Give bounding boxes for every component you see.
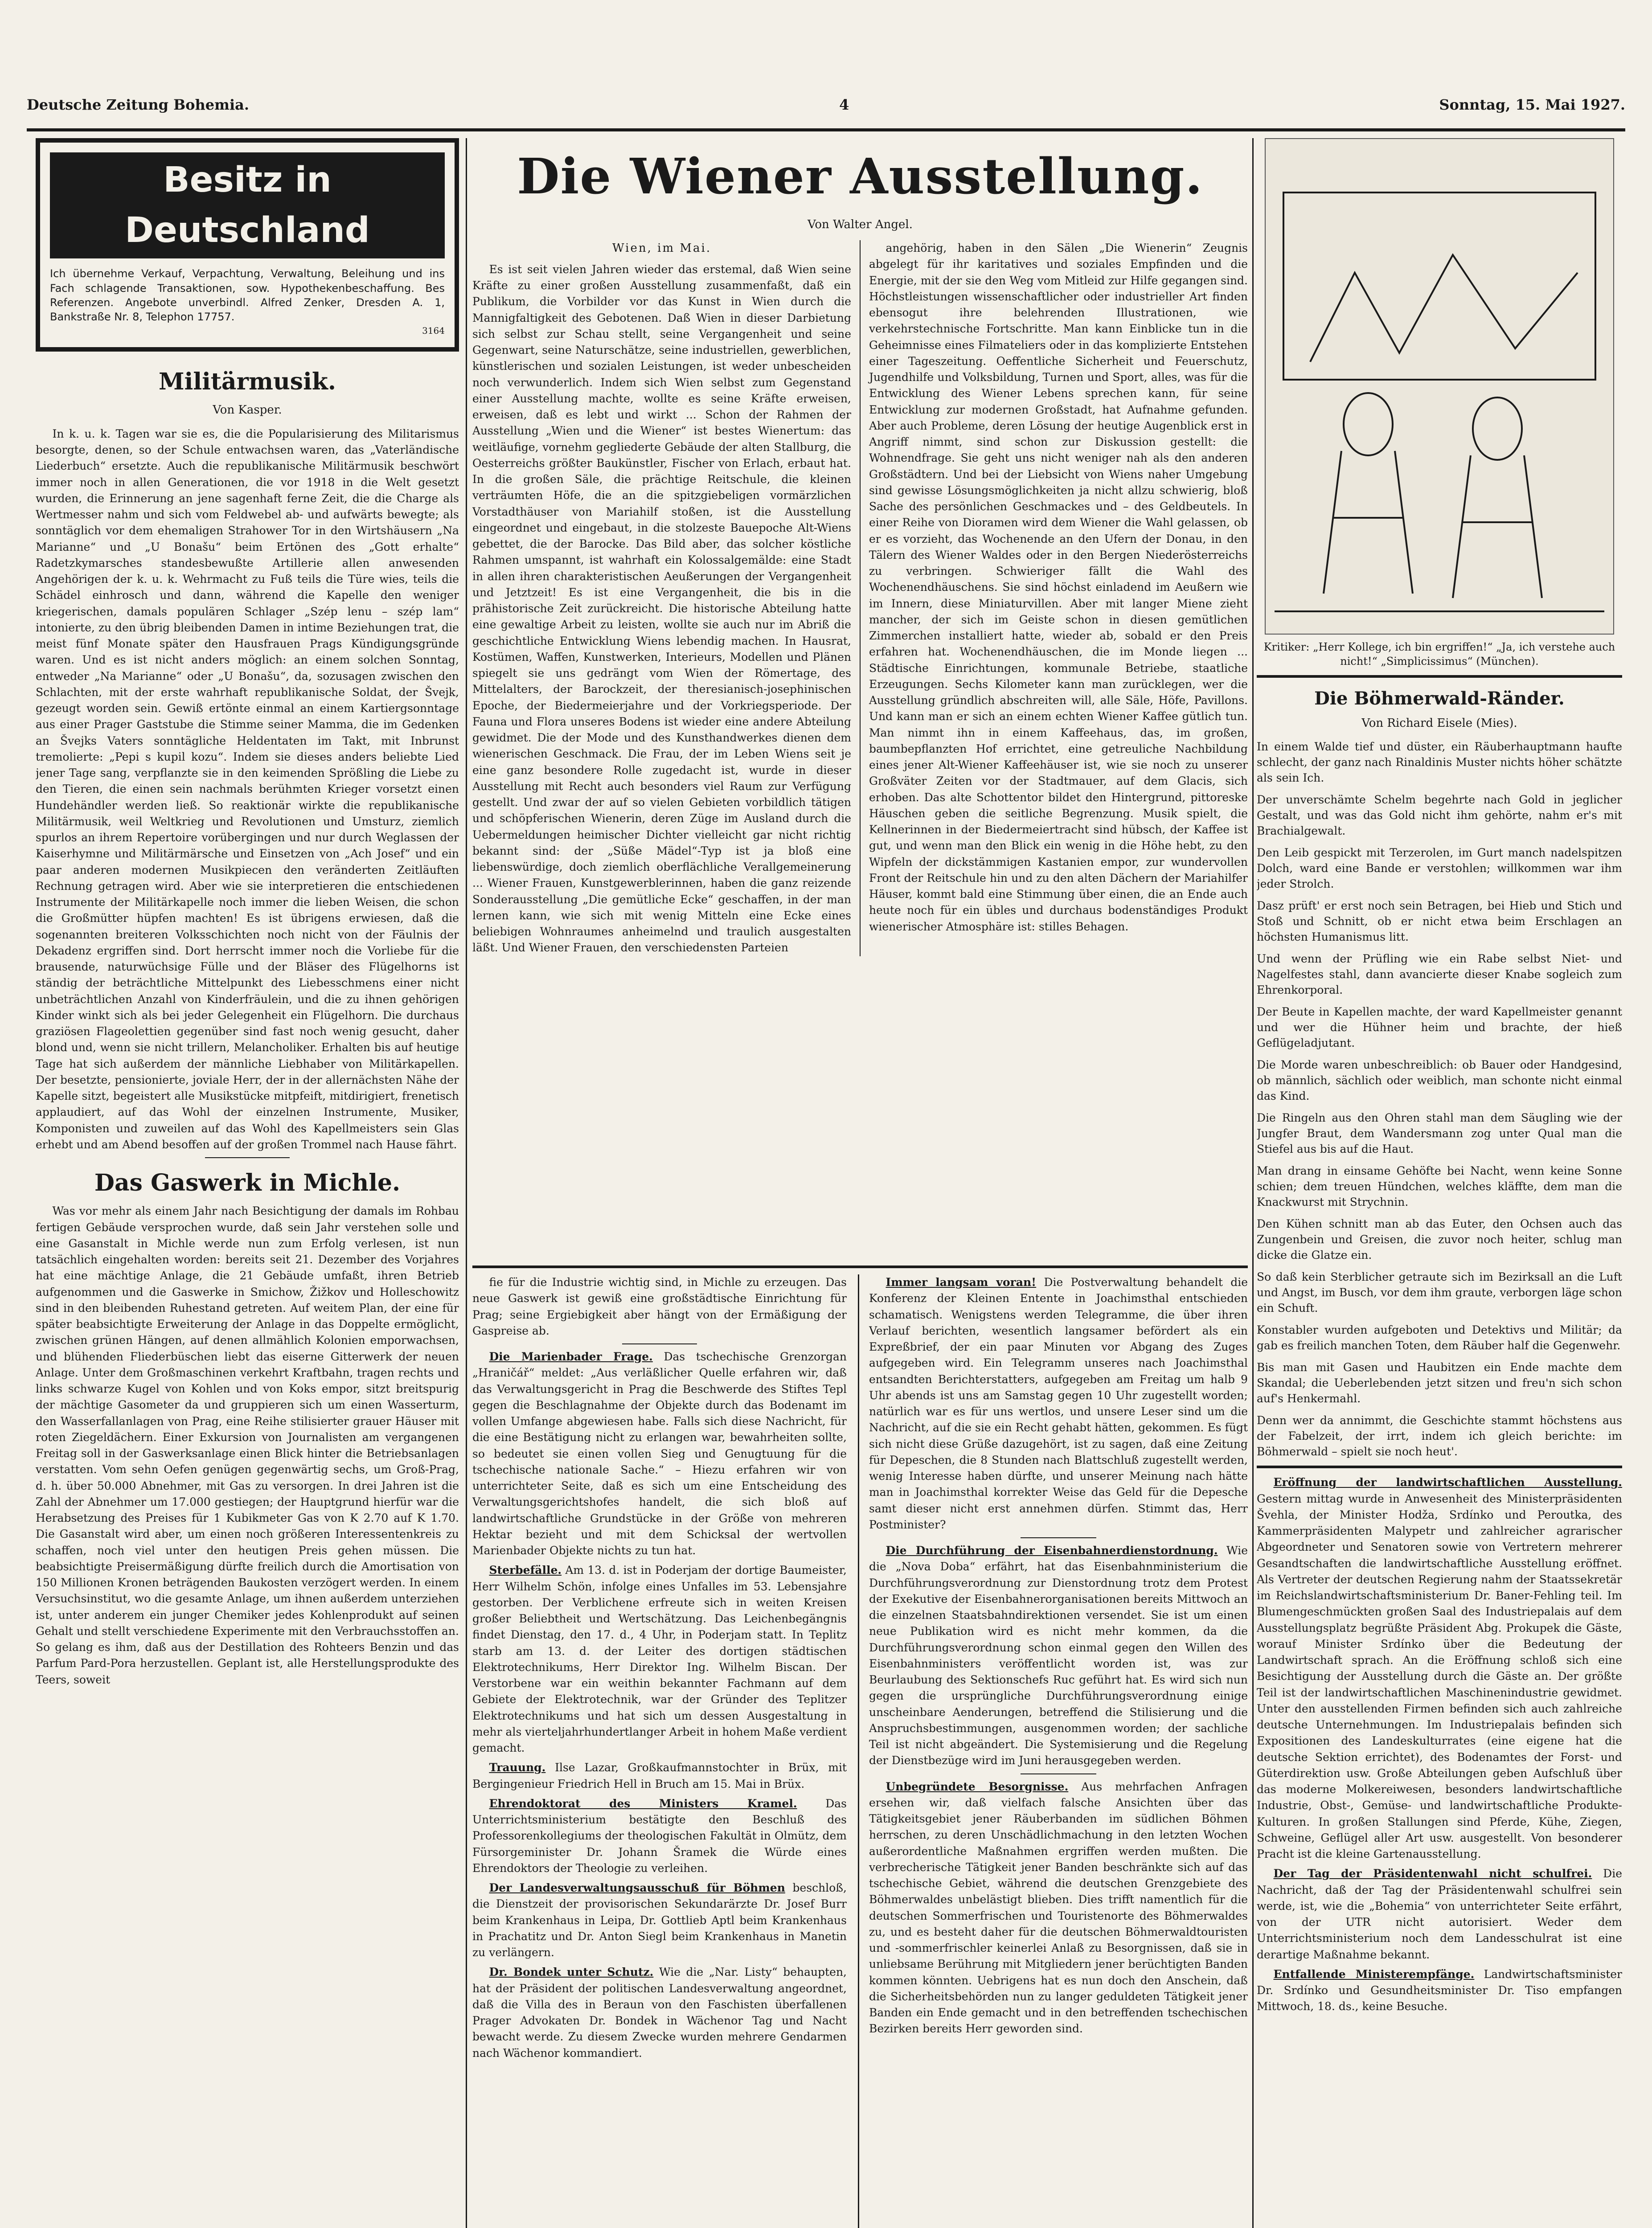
- feature-bottom-rule: [472, 1266, 1248, 1268]
- poem-byline: Von Richard Eisele (Mies).: [1361, 716, 1517, 730]
- critic-body-2: [1453, 455, 1542, 598]
- gaswerk-continuation: fie für die Industrie wichtig sind, in Michle zu erzeugen. Das neue Gaswerk ist gewiß eine großstädtische Einrichtung für Prag; seine Ergiebigkeit aber hängt von der Ermäßigung der Gaspreise ab.: [472, 1276, 847, 1337]
- poem-stanza: Denn wer da annimmt, die Geschichte stammt höchstens aus der Fabelzeit, der irrt, indem ich gleich berichte: im Böhmerwald – spielt sie noch heut'.: [1257, 1414, 1622, 1458]
- newspaper-page: [27, 31, 1625, 2228]
- critic-head-1: [1344, 393, 1393, 455]
- header-rule: [27, 128, 1625, 131]
- column-short-news-right: [869, 1274, 1248, 2228]
- separator: [1021, 1773, 1096, 1774]
- cartoon-drawing: [1266, 139, 1613, 634]
- ad-text: Ich übernehme Verkauf, Verpachtung, Verwaltung, Beleihung und ins Fach schlagende Transaktionen, sow. Hypothekenbeschaffung. Bes Referenzen. Angebote unverbindl. Alfred Zenker, Dresden A. 1, Bankstraße Nr. 8, Telephon 17757.: [50, 267, 445, 324]
- news-text-eisenbahner: Wie die „Nova Doba“ erfährt, hat das Eisenbahnministerium die Durchführungsverordnung zur Dienstordnung trotz dem Protest der Exekutive der Eisenbahnerorganisationen bereits Mittwoch an die einzelnen Staatsbahndirektionen versendet. Sie ist um einen neue Publikation wird es nicht mehr kommen, da die Durchführungsverordnung schon einmal gegen den Willen des Eisenbahnministers veröffentlicht worden ist, was zur Beurlaubung des Sektionschefs Ruc geführt hat. Es wird sich nun gegen die ursprüngliche Durchführungsverordnung einige unscheinbare Aenderungen, betreffend die Stilisierung und die Anspruchsbestimmungen, ausgenommen worden; der sachliche Teil ist nicht abgeändert. Die Systemisierung und die Regelung der Dienstbezüge wird im Juni herausgegeben werden.: [869, 1544, 1248, 1767]
- separator: [622, 1343, 697, 1344]
- news-text-landesausschuss: beschloß, die Dienstzeit der provisorischen Sekundarärzte Dr. Josef Burr beim Krankenhaus in Leipa, Dr. Gottlieb Aptl beim Krankenhaus in Prachatitz und Dr. Anton Siegl beim Krankenhaus in Manetin zu verlängern.: [472, 1881, 847, 1959]
- poem-stanza: Bis man mit Gasen und Haubitzen ein Ende machte dem Skandal; die Ueberlebenden jetzt sitzen und freu'n sich schon auf's Henkermahl.: [1257, 1361, 1622, 1405]
- ad-code: 3164: [422, 325, 445, 336]
- column-right: [1257, 138, 1622, 2228]
- news-langsam: [869, 1274, 1248, 1533]
- column-rule-2: [1252, 138, 1254, 2228]
- masthead-name: Deutsche Zeitung Bohemia.: [27, 96, 250, 113]
- news-sterbefaelle: [472, 1562, 847, 1756]
- poem-stanza: Die Ringeln aus den Ohren stahl man dem Säugling wie der Jungfer Braut, dem Wandersmann zog unter Qual man die Stiefel aus bis auf die Haut.: [1257, 1111, 1622, 1156]
- poem-stanza: Und wenn der Prüfling wie ein Rabe selbst Niet- und Nagelfestes stahl, dann avancierte dieser Knabe sogleich zum Ehrenkorporal.: [1257, 952, 1622, 997]
- article-title-gaswerk: Das Gaswerk in Michle.: [94, 1169, 401, 1197]
- cartoon-illustration: [1265, 138, 1614, 635]
- poem-stanza: Der Beute in Kapellen machte, der ward Kapellmeister genannt und wer die Hühner heim und brachte, der hieß Geflügeladjutant.: [1257, 1005, 1622, 1050]
- feature-byline: Von Walter Angel.: [808, 217, 913, 231]
- news-ministerempfaenge: [1257, 1966, 1622, 2015]
- separator: [205, 1157, 290, 1158]
- news-trauung: [472, 1760, 847, 1792]
- news-title-besorgnisse: Unbegründete Besorgnisse.: [885, 1780, 1069, 1793]
- article-text-gaswerk: Was vor mehr als einem Jahr nach Besichtigung der damals im Rohbau fertigen Gebäude versprochen wurde, daß sein Jahr verstehen solle und eine Gasanstalt in Michle werde nun zum Erfolg verlesen, ist nun tatsächlich eingehalten worden: bereits seit 21. Dezember des Vorjahres hat eine mächtige Anlage, die 21 Gebäude umfaßt, ihren Betrieb aufgenommen und die Gaswerke in Smichow, Žižkov und Holleschowitz sind in den bleibenden Ruhestand getreten. Auf weitem Plan, der eine für später beabsichtigte Erweiterung der Anlage in das Doppelte ermöglicht, zwischen grünen Hängen, auf denen allmählich Kolonien emporwachsen, und blühenden Fliederbüschen liebt das eiserne Gitterwerk der neuen Anlage. Unter dem Großmaschinen verkehrt Kraftbahn, tragen rechts und links schwarze Kugel von Kohlen und von Koks empor, sitzt breitspurig der mächtige Gasometer da und gruppieren sich um einen Wasserturm, den Wasserfallanlagen von Prag, eine Reihe stilisierter grauer Häuser mit roten Ziegeldächern. Einer Exkursion von Journalisten am vergangenen Freitag soll in der Gaswerksanlage einen Blick hinter die Betriebsanlagen verstatten. Vom sehn Oefen genügen gegenwärtig sechs, um Groß-Prag, d. h. über 50.000 Abnehmer, mit Gas zu versorgen. In drei Jahren ist die Zahl der Abnehmer um 17.000 gestiegen; der Hauptgrund hierfür war die Herabsetzung des Preises für 1 Kubikmeter Gas von K 2.70 auf K 1.70. Die Gasanstalt wird aber, um einen noch größeren Interessentenkreis zu schaffen, noch viel unter den heutigen Preis gehen müssen. Die beabsichtigte Preisermäßigung dürfte freilich durch die Amortisation von 150 Millionen Kronen beträgenden Baukosten verzögert werden. In einem Versuchsinstitut, wo die gesamte Anlage, um ihnen außerdem unterziehen ist, unter anderem ein junger Chemiker jedes Kohlenprodukt auf seinen Gehalt und stellt verschiedene Experimente mit den Verbrauchsstoffen an. So gelang es ihm, daß aus der Destillation des Rohteers Benzin und das Parfum Pard-Pora herzustellen. Geplant ist, alle Herstellungsprodukte des Teers, soweit: [36, 1204, 459, 1686]
- separator: [1257, 1466, 1622, 1468]
- feature-title: Die Wiener Ausstellung.: [517, 147, 1203, 205]
- news-title-landesausschuss: Der Landesverwaltungsausschuß für Böhmen: [489, 1881, 785, 1894]
- painting-scribble: [1310, 255, 1578, 362]
- news-praesidentenwahl: [1257, 1866, 1622, 1963]
- separator: [1021, 1537, 1096, 1538]
- news-eisenbahner: [869, 1543, 1248, 1769]
- news-title-ministerempfaenge: Entfallende Ministerempfänge.: [1273, 1967, 1475, 1981]
- news-text-trauung: Ilse Lazar, Großkaufmannstochter in Brüx, mit Bergingenieur Friedrich Hell in Bruch am 15. Mai in Brüx.: [472, 1761, 847, 1790]
- ad-title: Besitz in Deutschland: [50, 152, 445, 258]
- separator: [1257, 675, 1622, 678]
- poem-stanza: Den Leib gespickt mit Terzerolen, im Gurt manch nadelspitzen Dolch, ward eine Bande er verstohlen; willkommen war ihm jeder Strolch.: [1257, 846, 1622, 891]
- news-landesausschuss: [472, 1880, 847, 1961]
- feature-text-part2: angehörig, haben in den Sälen „Die Wienerin“ Zeugnis abgelegt für ihr karitatives und soziales Empfinden und die Energie, mit der sie den Weg vom Mitleid zur Hilfe gegangen sind. Höchstleistungen wissenschaftlicher oder industrieller Art finden ebensogut ihre belehrenden Illustrationen, wie verkehrstechnische Fortschritte. Man kann Einblicke tun in die Geheimnisse eines Filmateliers oder in das komplizierte Entstehen einer Tageszeitung. Oeffentliche Sicherheit und Feuerschutz, Jugendhilfe und Volksbildung, Turnen und Sport, alles, was für die Entwicklung des Wiener Lebens sprechen kann, für seine Entwicklung zur modernen Großstadt, hat Aufnahme gefunden. Aber auch Probleme, deren Lösung der heutige Augenblick erst in Angriff nimmt, sind schon zur Diskussion gestellt: die Wohnendfrage. Sie geht uns nicht weniger nah als den anderen Großstädtern. Und bei der Liebsicht von Wiens naher Umgebung sind gewisse Lösungsmöglichkeiten ja nicht allzu schwierig, bloß Sache des persönlichen Geschmackes und – des Geldbeutels. In einer Reihe von Dioramen wird dem Wiener die Wahl gelassen, ob er es vorzieht, das Wochenende an den Ufern der Donau, in den Tälern des Wiener Waldes oder in den Bergen Niederösterreichs zu verbringen. Schwieriger fällt die Wahl des Wochenendhäuschens. Sie sind höchst einladend im Aeußern wie im Innern, diese Miniaturvillen. Aber mit langer Miene zieht mancher, der sich im Geiste schon in diesen gemütlichen Zimmerchen installiert hatte, wieder ab, sobald er den Preis erfahren hat. Wochenendhäuschen, die im Monde liegen ... Städtische Einrichtungen, kommunale Betriebe, staatliche Erzeugungen. Sechs Kilometer kann man zurücklegen, wer die Ausstellung gründlich abschreiten will, alle Säle, Höfe, Pavillons. Und kann man er sich an einem echten Wiener Kaffee gütlich tun. Man nimmt ihn in einem Kaffeehaus, das, im großen, baumbepflanzten Hof errichtet, eine getreuliche Nachbildung eines jener Alt-Wiener Kaffeehäuser ist, wie sie noch zu unserer Großväter Zeiten vor der Stadtmauer, auf dem Glacis, sich erhoben. Das alte Schottentor bildet den Hintergrund, pittoreske Häuschen geben die seitliche Begrenzung. Musik spielt, die Kellnerinnen in der Biedermeiertracht sind hübsch, der Kaffee ist gut, und wenn man den Blick ein wenig in die Höhe hebt, zu den Wipfeln der dickstämmigen Kastanien empor, zur wundervollen Front der Reitschule hin und zu den alten Dächern der Mariahilfer Häuser, kommt bald eine Stimmung über einen, die an Ende auch heute noch für ein übles und durchaus bodenständiges Produkt wienerischer Atmosphäre ist: stilles Behagen.: [869, 242, 1248, 933]
- article-title-militaermusik: Militärmusik.: [159, 368, 336, 395]
- poem-stanza: Die Morde waren unbeschreiblich: ob Bauer oder Handgesind, ob männlich, sächlich oder weiblich, man schonte nicht einmal das Kind.: [1257, 1058, 1622, 1103]
- poem-stanza: Der unverschämte Schelm begehrte nach Gold in jeglicher Gestalt, und was das Gold nicht ihm gehörte, nahm er's mit Brachialgewalt.: [1257, 793, 1622, 838]
- news-ehrendoktorat: [472, 1796, 847, 1876]
- painting-frame: [1283, 192, 1595, 380]
- news-title-eisenbahner: Die Durchführung der Eisenbahnerdienstordnung.: [885, 1544, 1218, 1557]
- cartoon-caption: Kritiker: „Herr Kollege, ich bin ergriffen!“ „Ja, ich verstehe auch nicht!“ „Simplicissimus“ (München).: [1263, 641, 1615, 668]
- poem-title: Die Böhmerwald-Ränder.: [1314, 688, 1565, 709]
- news-text-ausstellung: Gestern mittag wurde in Anwesenheit des Ministerpräsidenten Švehla, der Minister Hodža, Srdínko und Peroutka, des Kammerpräsidenten Malypetr und zahlreicher agrarischer Abgeordneter und Senatoren sowie von Vertretern mehrerer Gesandtschaften die landwirtschaftliche Ausstellung eröffnet. Als Vertreter der deutschen Regierung nahm der Staatssekretär im Reichslandwirtschaftsministerium Dr. Baner-Fehling teil. Im Blumengeschmückten großen Saal des Industriepalais auf dem Ausstellungsplatz begrüßte Präsident Abg. Prokupek die Gäste, worauf Minister Srdínko über die Bedeutung der Landwirtschaft sprach. An die Eröffnung schloß sich eine Besichtigung der Ausstellung durch die Gäste an. Der größte Teil ist der landwirtschaftlichen Maschinenindustrie gewidmet. Unter den ausstellenden Firmen befinden sich auch zahlreiche deutsche Unternehmungen. Im Industriepalais befinden sich Expositionen des Landeskulturrates (eine eigene hat die deutsche Sektion errichtet), des Bodenamtes der Forst- und Güterdirektion usw. Große Abteilungen geben Aufschluß über das moderne Molkereiwesen, besonders landwirtschaftliche Industrie, Obst-, Gemüse- und landwirtschaftliche Produkte-Kulturen. In großen Stallungen sind Pferde, Kühe, Ziegen, Schweine, Geflügel aller Art usw. ausgestellt. Von besonderer Pracht ist die kleine Gartenausstellung.: [1257, 1492, 1622, 1861]
- news-bondek: [472, 1964, 847, 2061]
- news-title-trauung: Trauung.: [489, 1761, 546, 1774]
- poem-stanza: Man drang in einsame Gehöfte bei Nacht, wenn keine Sonne schien; dem treuen Hündchen, welches kläffte, dem man die Knackwurst mit Strychnin.: [1257, 1164, 1622, 1209]
- news-title-marienbad: Die Marienbader Frage.: [489, 1350, 653, 1363]
- feature-body: [472, 240, 1248, 956]
- news-title-ausstellung: Eröffnung der landwirtschaftlichen Ausstellung.: [1273, 1476, 1622, 1489]
- news-text-sterbefaelle: Am 13. d. ist in Poderjam der dortige Baumeister, Herr Wilhelm Schön, infolge eines Unfalles im 53. Lebensjahre gestorben. Der Verblichene erfreute sich in weiten Kreisen großer Beliebtheit und Wertschätzung. Das Leichenbegängnis findet Dienstag, den 17. d., 4 Uhr, in Poderjam statt. In Teplitz starb am 13. d. der Leiter des dortigen städtischen Elektrotechnikums, Herr Direktor Ing. Wilhelm Biscan. Der Verstorbene war ein weithin bekannter Fachmann auf dem Gebiete der Elektrotechnik, war der Gründer des Teplitzer Elektrotechnikums und hat sich um dessen Ausgestaltung in mehr als vierteljahrhundertlanger Arbeit in hohem Maße verdient gemacht.: [472, 1564, 847, 1754]
- news-title-ehrendoktorat: Ehrendoktorat des Ministers Kramel.: [489, 1797, 797, 1810]
- column-short-news-left: [472, 1274, 847, 2228]
- byline-militaermusik: Von Kasper.: [213, 403, 282, 417]
- news-title-praesidentenwahl: Der Tag der Präsidentenwahl nicht schulfrei.: [1273, 1867, 1592, 1880]
- column-left: [36, 138, 459, 2228]
- poem-body: [1257, 739, 1622, 1459]
- article-text-militaermusik: In k. u. k. Tagen war sie es, die die Popularisierung des Militarismus besorgte, denen, so der Schule entwachsen waren, das „Vaterländische Liederbuch“ ersetzte. Auch die republikanische Militärmusik beschwört immer noch in allen Generationen, die vor 1918 in die Welt gesetzt wurden, die Erinnerung an jene sagenhaft ferne Zeit, die die Charge als Wertmesser nahm und sich vom Feldwebel ab- und aufwärts bewegte; als sonntäglich vor dem ehemaligen Strahower Tor in den Wirtshäusern „Na Marianne“ und „U Bonašu“ beim Ertönen des „Gott erhalte“ Radetzkymarsches standesbewußte Artillerie allen anwesenden Angehörigen der k. u. k. Wehrmacht zu Fuß teils die Türe wies, teils die Schädel einhrosch und dann, während die Kapelle den weniger kriegerischen, damals populären Schlager „Szép lenu – szép lam“ intonierte, zu den übrig bleibenden Damen in intime Beziehungen trat, die meist fünf Monate später den Hausfrauen Prags Kündigungsgründe waren. Und es ist nicht anders möglich: an einem solchen Sonntag, entweder „Na Marianne“ oder „U Bonašu“, da, sozusagen zwischen den Schlachten, mit der erste wahrhaft republikanische Soldat, der Švejk, gezeugt worden sein. Gewiß ertönte einmal an einem Kartiergsonntage aus einer Prager Gaststube die Stimme seiner Mamma, die im Gedenken an Švejks Vaters sonntägliche Heldentaten im Takt, mit Inbrunst tremolierte: „Pepi s kupil kozu“. Indem sie dieses anders beliebte Lied jener Tage sang, verpflanzte sie in den keimenden Sprößling die Liebe zu den Tieren, die einen sein nachmals berühmten Krieger vorsetzt einen Hundehändler werden ließ. So reaktionär wirkte die republikanische Militärmusik, weil Weltkrieg und Revolutionen und Umsturz, ziemlich spurlos an ihrem Repertoire vorübergingen und nur durch Weglassen der Kaiserhymne und Militärmärsche und Einsetzen von „Ach Josef“ und ein paar anderen modernen Musikpiecen den veränderten Zeitläuften Rechnung getragen wird. Aber wie sie interpretieren die entschiedenen Instrumente der Militärkapelle noch immer die lieben Weisen, die schon die Großmütter hüpfen machten! Es ist übrigens erwiesen, daß die sogenannten breiteren Volksschichten noch nicht von der Fäulnis der Dekadenz ergriffen sind. Dort herrscht immer noch die Vorliebe für die brausende, naturwüchsige Fülle und der Bläser des Flügelhorns ist ständig der beträchtliche Mittelpunkt des Liebesschmens einer nicht unbeträchtlichen Anzahl von Kinderfräulein, und die zu ihnen gehörigen Kinder winkt sich als bei jeder Gelegenheit ein Flügelhorn. Die durchaus graziösen Flageolettien gegenüber sind fast noch wenig gesucht, daher blond und, wenn sie nicht trillern, Melancholiker. Erhalten bis auf heutige Tage hat sich außerdem der männliche Liebhaber von Militärkapellen. Der besetzte, pensionierte, joviale Herr, der in der allernächsten Nähe der Kapelle sitzt, begeistert alle Musikstücke mitpfeift, mitdirigiert, frenetisch applaudiert, auf das Wohl der einzelnen Instrumente, Musiker, Komponisten und zuweilen auf das Wohl des Kapellmeisters sein Glas erhebt und am Abend besoffen auf der großen Trommel nach Hause fährt.: [36, 427, 459, 1151]
- news-text-marienbad: Das tschechische Grenzorgan „Hraničář“ meldet: „Aus verläßlicher Quelle erfahren wir, daß das Verwaltungsgericht in Prag die Beschwerde des Stiftes Tepl gegen die Beschlagnahme der Objekte durch das Bodenamt im vollen Umfange abgewiesen habe. Falls sich diese Nachricht, für die eine Bestätigung nicht zu erlangen war, bewahrheiten sollte, so bedeutet sie einen vollen Sieg und Genugtuung für die tschechische nationale Sache.“ – Hiezu erfahren wir von unterrichteter Seite, daß es sich um eine Entscheidung des Verwaltungsgerichtshofes handelt, die sich bloß auf landwirtschaftliche Grundstücke in der Größe von mehreren Hektar bezieht und mit dem Schicksal der wertvollen Marienbader Objekte nichts zu tun hat.: [472, 1350, 847, 1557]
- page-header: [27, 85, 1625, 125]
- column-rule-1: [466, 138, 467, 2228]
- news-text-ehrendoktorat: Das Unterrichtsministerium bestätigte den Beschluß des Professorenkollegiums der theologischen Fakultät in Olmütz, dem Fürsorgeminister Dr. Johann Šramek die Würde eines Ehrendoktors der Theologie zu verleihen.: [472, 1797, 847, 1875]
- news-marienbad: [472, 1349, 847, 1559]
- poem-stanza: Den Kühen schnitt man ab das Euter, den Ochsen auch das Zungenbein und Greisen, die zuvor noch heiter, schlug man dicke die Glatze ein.: [1257, 1217, 1622, 1262]
- news-title-sterbefaelle: Sterbefälle.: [489, 1564, 562, 1577]
- page-number: 4: [839, 96, 849, 113]
- news-title-langsam: Immer langsam voran!: [885, 1276, 1037, 1289]
- news-title-bondek: Dr. Bondek unter Schutz.: [489, 1966, 654, 1979]
- issue-date: Sonntag, 15. Mai 1927.: [1439, 96, 1625, 113]
- news-besorgnisse: [869, 1779, 1248, 2037]
- feature-text-part1: Es ist seit vielen Jahren wieder das erstemal, daß Wien seine Kräfte zu einer großen Ausstellung zusammenfaßt, daß ein Publikum, die Vorbilder vor das Kunst in Wien durch die Mannigfaltigkeit des Gebotenen. Daß Wien in dieser Darbietung sich selbst zur Schau stellt, seine Vergangenheit und seine Gegenwart, seine Naturschätze, seine industriellen, gewerblichen, künstlerischen und sozialen Leistungen, ist weder unbescheiden noch verwunderlich. Indem sich Wien selbst zum Gegenstand einer Ausstellung machte, wollte es seine Kräfte erweisen, erweisen, daß es lebt und wirkt ... Schon der Rahmen der Ausstellung „Wien und die Wiener“ ist bestes Wienertum: das weitläufige, vornehm gegliederte Gebäude der alten Stallburg, die Oesterreichs größter Baukünstler, Fischer von Erlach, erbaut hat. In die großen Säle, die prächtige Reitschule, die kleinen verträumten Höfe, die an die spitzgiebeligen vormärzlichen Vorstadthäuser von Mariahilf stoßen, ist die Ausstellung eingeordnet und eingebaut, in die stolzeste Bauepoche Alt-Wiens gebettet, die der Barocke. Das Bild aber, das solcher köstliche Rahmen umspannt, ist wahrhaft ein Kolossalgemälde: eine Stadt in allen ihren charakteristischen Aeußerungen der Vergangenheit und Jetztzeit! Es ist eine Vergangenheit, die bis in die prähistorische Zeit zurückreicht. Die historische Abteilung hatte eine gewaltige Arbeit zu leisten, wollte sie auch nur im Abriß die geschichtliche Entwicklung Wiens lebendig machen. In Hausrat, Kostümen, Waffen, Kunstwerken, Interieurs, Modellen und Plänen spiegelt sie uns gedrängt vom Wien der Römertage, des Mittelalters, der Barockzeit, der theresianisch-josephinischen Epoche, der Biedermeierjahre und der Vorkriegsperiode. Der Fauna und Flora unseres Bodens ist wieder eine andere Abteilung gewidmet. Die der Mode und des Kunsthandwerkes dienen dem wienerischen Geschmack. Die Frau, der im Leben Wiens seit je eine ganz besondere Rolle zugedacht ist, wurde in dieser Ausstellung mit Recht auch besonders viel Raum zur Verfügung gestellt. Und zwar der auf so vielen Gebieten vorbildlich tätigen und schöpferischen Wienerin, deren Züge im Ausland durch die Uebermeldungen heimischer Dichter vielleicht gar nicht richtig bekannt sind: der „Süße Mädel“-Typ ist ja bloß eine liebenswürdige, doch ziemlich oberflächliche Verallgemeinerung ... Wiener Frauen, Kunstgewerblerinnen, haben die ganz reizende Sonderausstellung „Die gemütliche Ecke“ geschaffen, in der man lernen kann, wie sich mit wenig Mitteln eine Ecke eines beliebigen Wohnraumes anheimelnd und traulich ausgestalten läßt. Und Wiener Frauen, den verschiedensten Parteien: [472, 262, 851, 954]
- critic-body-1: [1324, 451, 1413, 594]
- advertisement: [36, 138, 459, 352]
- poem-stanza: Dasz prüft' er erst noch sein Betragen, bei Hieb und Stich und Stoß und Schnitt, ob er nicht etwa beim Erschlagen an höchsten Humanismus litt.: [1257, 899, 1622, 944]
- feature-article: [472, 138, 1248, 1261]
- feature-dateline: Wien, im Mai.: [612, 242, 712, 255]
- poem-stanza: In einem Walde tief und düster, ein Räuberhauptmann haufte schlecht, der ganz nach Rinaldinis Muster nichts höher schätzte als sein Ich.: [1257, 740, 1622, 785]
- poem-stanza: So daß kein Sterblicher getraute sich im Bezirksall an die Luft und Angst, im Busch, vor dem ihm graute, verborgen läge schon ein Schuft.: [1257, 1270, 1622, 1315]
- news-text-praesidentenwahl: Die Nachricht, daß der Tag der Präsidentenwahl schulfrei sein werde, ist, wie die „Bohemia“ von unterrichteter Seite erfährt, von der UTR nicht autorisiert. Weder dem Unterrichtsministerium noch dem Landesschulrat ist eine derartige Maßnahme bekannt.: [1257, 1867, 1622, 1961]
- news-text-ministerempfaenge: Landwirtschaftsminister Dr. Srdínko und Gesundheitsminister Dr. Tiso empfangen Mittwoch, 18. ds., keine Besuche.: [1257, 1967, 1622, 2013]
- news-ausstellung: [1257, 1474, 1622, 1862]
- news-text-besorgnisse: Aus mehrfachen Anfragen ersehen wir, daß vielfach falsche Ansichten über das Tätigkeitsgebiet jener Räuberbanden im südlichen Böhmen herrschen, zu deren Unschädlichmachung in den letzten Wochen außerordentliche Maßnahmen ergriffen werden mußten. Die verbrecherische Tätigkeit jener Banden beschränkte sich auf das tschechische Gebiet, während die deutschen Grenzgebiete des Böhmerwaldes unbelästigt blieben. Dies trifft namentlich für die deutschen Sommerfrischen und Touristenorte des Böhmerwaldes zu, und es besteht daher für die deutschen Böhmerwaldtouristen und -sommerfrischler keinerlei Anlaß zu Besorgnissen, daß sie in unliebsame Berührung mit Mitgliedern jener berüchtigten Banden kommen könnten. Uebrigens hat es nun doch den Anschein, daß die Sicherheitsbehörden nun zu langer geduldeten Tätigkeit jener Banden ein Ende gemacht und in den betreffenden tschechischen Bezirken bereits Herr geworden sind.: [869, 1780, 1248, 2036]
- poem-stanza: Konstabler wurden aufgeboten und Detektivs und Militär; da gab es freilich manchen Toten, dem Räuber half die Gegenwehr.: [1257, 1323, 1622, 1352]
- critic-head-2: [1473, 397, 1522, 460]
- news-text-bondek: Wie die „Nar. Listy“ behaupten, hat der Präsident der politischen Landesverwaltung angeordnet, daß die Villa des in Beraun von den Faschisten überfallenen Prager Advokaten Dr. Bondek in Wächenor Tag und Nacht bewacht werde. Zu diesem Zwecke wurden mehrere Gendarmen nach Wächenor kommandiert.: [472, 1966, 847, 2060]
- column-rule-3: [858, 1274, 859, 2228]
- news-text-langsam: Die Postverwaltung behandelt die Konferenz der Kleinen Entente in Joachimsthal entschieden schamatisch. Wenigstens werden Telegramme, die über ihren Verlauf berichten, wesentlich langsamer befördert als ein Expreßbrief, der ein paar Minuten vor Abgang des Zuges aufgegeben wird. Ein Telegramm unseres nach Joachimsthal entsandten Berichterstatters, aufgegeben am Freitag um halb 9 Uhr abends ist uns am Samstag gegen 10 Uhr zugestellt worden; natürlich war es für uns wertlos, und unsere Leser sind um die Nachricht, auf die sie ein Recht gehabt hätten, gekommen. Es fügt sich nicht diese Grüße dazugehört, ist zu sagen, daß eine Zeitung für Depeschen, die 8 Stunden nach Blattschluß zugestellt werden, wenig Interesse haben dürfte, und unserer Meinung nach hätte man in Joachimsthal korrekter Weise das Geld für die Depesche samt dieser nicht erst annehmen dürfen. Stimmt das, Herr Postminister?: [869, 1276, 1248, 1531]
